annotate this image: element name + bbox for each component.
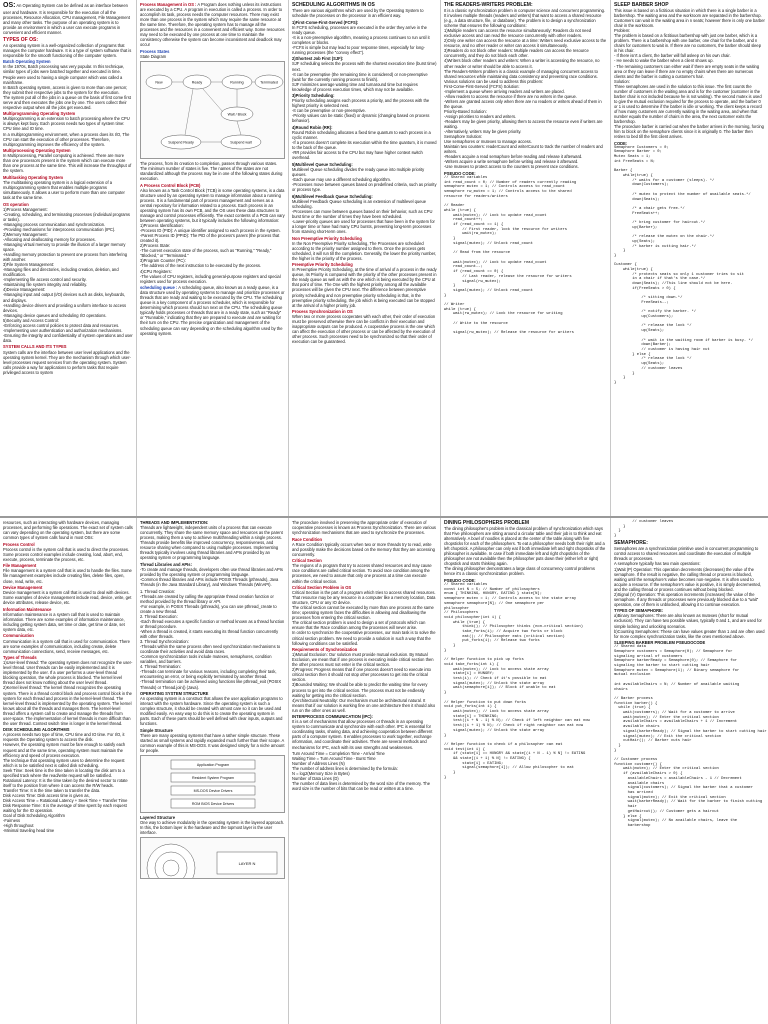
file-management-text: File management is a system call that is used to handle the files. Some file management examples include creating files, delete files, open, close, read, write, etc. bbox=[3, 568, 133, 584]
ms-dos-structure-diagram bbox=[140, 755, 285, 813]
system-calls-continued-text: resources, such as interacting with hardware devices, managing processes, and performing file operations. The exact set of system calls can vary depending on the operating system, but there are some common types of system calls found in most OSs: bbox=[3, 520, 134, 541]
fcfs-text: In FCFS scheduling, processes are executed in the order they arrive in the ready queue. -It is a non-preemptive algorithm, meaning a process continues to run until it completes or blocks. -FCFS is simple but may lead to poor response times, especially for long-running processes (the "convoy effect"). bbox=[292, 24, 430, 55]
readers-writers-text: It is a classic synchronization problem in computer science and concurrent programming. It involves multiple threads (readers and writers) that want to access a shared resource (e.g., a data structure, file, or database). The problem is to design a synchronization scheme that ensures the following conditions: 1)Multiple readers can access the resource simultaneously: Readers do not need exclusive access and can read the resource concurrently with other readers. 2)Only one writer can access the resource at a time: Writers need exclusive access to the resource, and no other reader or writer can access it simultaneously. 3)Readers do not block other readers: Multiple readers can access the resource concurrently, and they do not block each other. 4)Writers block other readers and writers: When a writer is accessing the resource, no other reader or writer should be able to access it. The Readers-Writers problem is a classic example of managing concurrent access to shared resources while maintaining data consistency and preventing race conditions. Various solutions can be used to address this problem: First-Come-First-Served (FCFS) Solution: -Implement a queue where arriving readers and writers are placed. -Allow readers to access the resource if there are no writers in the queue. -Writers are granted access only when there are no readers or writers ahead of them in the queue. Priority-Based Solution: -Assign priorities to readers and writers. -Readers may be given priority, allowing them to access the resource even if writers are waiting. -Alternatively, writers may be given priority. Semaphore Solution: Use semaphores or mutexes to manage access. Maintain two counters: readerCount and writerCount to track the number of readers and writers. -Readers acquire a read semaphore before reading and release it afterward. -Writers acquire a write semaphore before writing and release it afterward. -Use mutexes to protect access to the counters to prevent race conditions. bbox=[444, 8, 607, 170]
os-operation-title: OS operation bbox=[3, 201, 29, 207]
process-states-text: The process, from its creation to completion, passes through various states. The minimum number of states is five. The names of the states are not standardized although the process may be in one of the following states during execution. bbox=[140, 161, 284, 182]
sync-requirements-text: 1)Mutual Exclusion: Our solution must provide mutual exclusion. By Mutual Exclusion, we mean that if one process is executing inside critical section then the other process must not enter in the critical section. 2)Progress: Progress means that if one process doesn't need to execute into critical section then it should not stop other processes to get into the critical section. 3)Bounded Waiting: We should be able to predict the waiting time for every process to get into the critical section. The process must not be endlessly waiting for getting into the critical section. 4)Architectural Neutrality: Our mechanism must be architectural natural. It means that if our solution is working fine on one architecture then it should also run on the other ones as well. bbox=[292, 652, 436, 713]
os-structure-title: OPERATING SYSTEM STRUCTURE bbox=[140, 691, 209, 697]
sleep-barber-code: Semaphore Customers = 0; Semaphore Barber = 0; Mutex Seats = 1; int FreeSeats = N; Barber { while(true) { /* waits for a customer (sleeps). */ down(Customers); /* mutex to protect the number of available seats.*/ down(Seats); /* a chair gets free.*/ FreeSeats++; /* bring customer for haircut.*/ up(Barber); /* release the mutex on the chair.*/ up(Seats); /* barber is cutting hair.*/ } } Customer { while(true) { /* protects seats so only 1 customer tries to sit in a chair if that's the case.*/ down(Seats); //This line should not be here. if(FreeSeats > 0) { /* sitting down.*/ FreeSeats--; /* notify the barber. */ up(Customers); /* release the lock */ up(Seats); /* wait in the waiting room if barber is busy. */ down(Barber); // customer is having hair cut } else { /* release the lock */ up(Seats); // customer leaves } } } bbox=[614, 145, 753, 385]
simple-structure-title: Simple Structure bbox=[140, 727, 173, 733]
multiprocessing-text: In Multiprocessing, Parallel computing is achieved. There are more than one processors present in the system which can execute more than one process at the same time. This will increase the throughput of the system. bbox=[3, 153, 133, 174]
semaphore-title: SEMAPHORE: bbox=[614, 540, 648, 547]
state-label-running: Running bbox=[230, 80, 244, 85]
multilevel-queue-title: 5)Multilevel Queue Scheduling: bbox=[292, 161, 353, 167]
layer-n-label: LAYER N bbox=[238, 861, 256, 867]
multitasking-text: The multitasking operating system is a logical extension of a multiprogramming system that enables multiple programs simultaneously. It allows a user to perform more than one computer task at the same time. bbox=[3, 179, 127, 201]
state-label-wait: Wait / Block bbox=[227, 112, 247, 117]
bottom-column-5 bbox=[611, 518, 768, 1024]
process-sync-title: Process Synchronization in OS bbox=[292, 309, 353, 315]
top-column-5 bbox=[611, 0, 768, 516]
layered-structure-title: Layered Structure bbox=[140, 815, 176, 821]
process-management-text: A Program does nothing unless its instructions are executed by a CPU. A program in execution is called a process. In order to accomplish its task, process needs the computer resources. There may exist more than one process in the system which may require the same resource at the same time. Therefore, the operating system has to manage all the processes and the resources in a convenient and efficient way. Some resources may need to be executed by one process at one time to maintain the consistency otherwise the system can become inconsistent and deadlock may occur bbox=[140, 2, 286, 48]
thread-implementation-steps: 1. Thread Creation: -Threads are created by calling the appropriate thread creation function or method provided by the thread library or API. -For example, in POSIX Threads (pthreads), you can use pthread_create to create a new thread. 2. Thread Execution: -Each thread executes a specific function or method known as a thread function or thread procedure. -When a thread is created, it starts executing its thread function concurrently with other threads. 3. Thread Synchronization: -Threads within the same process often need synchronization mechanisms to coordinate their activities and avoid data races. -Common synchronization tools include mutexes, semaphores, condition variables, and barriers. 4. Thread Termination: -Threads can terminate for various reasons, including completing their task, encountering an error, or being explicitly terminated by another thread. -Thread termination can be achieved using functions like pthread_exit (POSIX Threads) or Thread.join() (Java). bbox=[140, 588, 285, 690]
device-drivers-label: MS-DOS Device Drivers bbox=[193, 789, 233, 794]
priority-scheduling-title: 3)Priority Scheduling: bbox=[292, 93, 335, 99]
sleep-barber-code-continued: // customer leaves } } } bbox=[614, 520, 674, 539]
round-robin-text: Round Robin scheduling allocates a fixed time quantum to each process in a cyclic manner. -If a process doesn't complete its execution within the time quantum, it is moved to the back of the queue. -RR provides fair access to the CPU but may have higher context switch overhead. bbox=[292, 130, 437, 161]
process-state-diagram-svg bbox=[141, 62, 285, 158]
sjf-text: SJF scheduling selects the process with the shortest execution time (burst time) next. -It can be preemptive (the remaining time is considered) or non-preemptive (wait for the currently running process to finish). SJF minimizes average waiting time and turnaround time but requires knowledge of process execution times, which may not be available. bbox=[292, 61, 437, 92]
types-of-os-text: An operating system is a well-organized collection of programs that manages the computer hardware. It is a type of system software that is responsible for the smooth functioning of the computer system. bbox=[3, 42, 133, 58]
state-diagram-subtitle: State Diagram bbox=[140, 53, 167, 59]
sleeping-barber-pseudo-code: // Shared data Semaphore customers = Semaphore(0); // Semaphore for signaling arrival of customers Semaphore barberReady = Semaphore(0); // Semaphore for signaling the barber to start cutting hair Semaphore mutex = Semaphore(1); // Binary semaphore for mutual exclusion int availableChairs = N; // Number of available waiting chairs // Barber process function barber() { while (true) { wait(customers); // Wait for a customer to arrive wait(mutex); // Enter the critical section availableChairs = availableChairs + 1 // Increment available chairs signal(barberReady); // Signal the barber to start cutting hair signal(mutex); // Exit the critical section cutHair(); // Barber cuts hair } } // Customer process function customer() { wait(mutex); // Enter the critical section if (availableChairs > 0) { availableChairs = availableChairs - 1 // Decrement available chairs signal(customers); // Signal the barber that a customer has arrived signal(mutex); // Exit the critical section wait(barberReady); // Wait for the barber to finish cutting hair getHaircut(); // Customer gets a haircut } else { signal(mutex); // No available chairs, leave the barbershop bbox=[614, 645, 767, 828]
ipc-text: It is a set of mechanisms that allow processes or threads in an operating system to communicate and synchronize with each other. IPC is essential for coordinating tasks, sharing data, and achieving cooperation between different parts of a computer system. It enables processes to work together, exchange information, and coordinate their activities. There are several methods and mechanisms for IPC, each with its own strengths and weaknesses. bbox=[292, 719, 434, 750]
state-label-terminated: Terminated bbox=[260, 80, 278, 85]
formulas-text: Turn Around Time = Completion Time - Arrival Time Waiting Time = Turn Around Time - Burst Time Number of Address Lines (N) The number of address lines is determined by the formula: N = log2(Memory Size in Bytes) Number of Data Lines (D) The number of data lines is determined by the word size of the memory. The word size is the number of bits that can be read or written at a time. bbox=[292, 751, 430, 792]
resident-program-label: Resident System Program bbox=[192, 776, 234, 781]
sleep-barber-code-title: CODE: bbox=[614, 140, 628, 146]
pcb-text: Also known as a Task Control Block (TCB) in some operating systems, is a data structure used by an operating system to manage information about a running process. It is a fundamental part of process management and serves as a central repository for information related to a process. Each process in an operating system has its own PCB, and the OS uses these data structures to manage and control processes efficiently. The exact contents of a PCB can vary between operating systems, but it typically includes the following information: 1)Process Identification: -Process ID (PID): A unique identifier assigned to each process in the system. -Parent Process ID (PPID): The PID of the process's parent (the process that created it). 2)Process State: -The current execution state of the process, such as "Running," "Ready," "Blocked," or "Terminated." 3)Program Counter (PC): -The address of the next instruction to be executed by the process. 4)CPU Registers: -The values of CPU registers, including general-purpose registers and special registers used for process execution. bbox=[140, 187, 285, 284]
bottom-half bbox=[0, 518, 768, 1024]
critical-section-problem-title: Critical Section Problem in OS bbox=[292, 585, 352, 591]
process-sync-intro: The procedure involved in preserving the appropriate order of execution of cooperative processes is known as Process Synchronization. There are various synchronization mechanisms that are used to synchronize the processes. bbox=[292, 520, 438, 536]
types-of-threads-title: Types of Threads bbox=[3, 655, 37, 661]
simple-structure-text: There are many operating systems that have a rather simple structure. These started as small systems and rapidly expanded much further than their scope. A common example of this is MS-DOS. It was designed simply for a niche amount for people. bbox=[140, 732, 286, 754]
multilevel-feedback-title: 6)Multilevel Feedback Queue Scheduling: bbox=[292, 193, 373, 199]
scheduling-algorithms-title: SCHEDULING ALGORITHMS IN OS bbox=[292, 2, 375, 8]
layered-structure-diagram bbox=[140, 837, 285, 879]
top-column-3 bbox=[289, 0, 441, 516]
information-maintenance-text: Information maintenance is a system call that is used to maintain information. There are some examples of information maintenance, including getting system data, set time or date, get time or date, set system data, etc. bbox=[3, 611, 126, 632]
bottom-column-3 bbox=[289, 518, 441, 1024]
thread-libraries-text: -To create and manage threads, developers often use thread libraries and APIs provided by the operating system or programming language. -Common thread libraries and APIs include POSIX Threads (pthreads), Java Threads (in the Java Standard Library), and Windows Threads (WinAPI). bbox=[140, 566, 283, 588]
sleep-barber-title: SLEEP BARBER SHOP bbox=[614, 2, 669, 8]
priority-scheduling-text: Priority scheduling assigns each process a priority, and the process with the highest priority is selected next. -It can be preemptive or non-preemptive. -Priority values can be static (fixed) or dynamic (changing based on process behavior). bbox=[292, 98, 430, 124]
os-structure-text: An operating system is a construct that allows the user application programs to interact with the system hardware. Since the operating system is such a complex structure, it should be created with utmost care so it can be used and modified easily. An easy way to do this is to create the operating system in parts. Each of these parts should be well defined with clear inputs, outputs and functions. bbox=[140, 696, 284, 727]
scheduling-algorithms-intro: There are various algorithms which are used by the Operating System to schedule the processes on the processor in an efficient way. bbox=[292, 8, 425, 19]
process-control-text: Process control is the system call that is used to direct the processes. Some process control examples include creating, load, abort, end, execute, process, terminate the process, etc. bbox=[3, 546, 131, 562]
communication-title: Communication bbox=[3, 633, 34, 639]
disk-scheduling-title: DISK SCHEDULING ALGORITHMS bbox=[3, 727, 70, 733]
semaphore-types-text: a)Binary Semaphores: There are also known as mutexes (short for mutual exclusion). They can have two possible values, typically 0 and 1, and are used for simple locking and unlocking scenarios. b)Counting Semaphores: These can have values greater than 1 and are often used for more complex synchronization tasks, like the ones mentioned above. bbox=[614, 613, 765, 639]
critical-section-problem-text: Critical Section is the part of a program which tries to access shared resources. That resource may be any resource in a computer like a memory location, Data structure, CPU or any IO device. The critical section cannot be executed by more than one process at the same time; operating system faces the difficulties in allowing and disallowing the processes from entering the critical section. The critical section problem is used to design a set of protocols which can ensure that the Race condition among the processes will never arise. In order to synchronize the cooperative processes, our main task is to solve the critical section problem. We need to provide a solution in such a way that the following conditions can be satisfied. bbox=[292, 590, 436, 646]
top-column-2 bbox=[137, 0, 289, 516]
thread-libraries-title: Thread Libraries and APIs: bbox=[140, 561, 192, 567]
process-control-title: Process Control bbox=[3, 541, 35, 547]
batch-os-text: In the 1970s, Batch processing was very popular. In this technique, similar types of jobs were batched together and executed in time. People were used to having a single computer which was called a mainframe. In Batch operating system, access is given to more than one person; they submit their respective jobs to the system for the execution. The system put all of the jobs in a queue on the basis of first come first serve and then executes the jobs one by one. The users collect their respective output when all the jobs get executed. bbox=[3, 64, 131, 110]
disk-scheduling-text: A process needs two type of time, CPU time and IO time. For I/O, it requests the Operating system to access the disk. However, the operating system must be fare enough to satisfy each request and at the same time, operating system must maintain the efficiency and speed of process execution. The technique that operating system uses to determine the request which is to be satisfied next is called disk scheduling. Seek Time: Seek time is the time taken in locating the disk arm to a specified track where the read/write request will be satisfied. Rotational Latency: It is the time taken by the desired sector to rotate itself to the position from where it can access the R/W heads. Transfer Time: It is the time taken to transfer the data. Disk Access Time: Disk access time is given as, Disk Access Time = Rotational Latency + Seek Time + Transfer Time Disk Response Time: It is the average of time spent by each request waiting for the IO operation. Goal of Disk Scheduling Algorithm -Fairness -High throughout -Minimal traveling head time bbox=[3, 732, 128, 834]
pcb-title: A Process Control Block (PCB) bbox=[140, 182, 201, 188]
layered-structure-svg bbox=[141, 838, 285, 878]
state-label-new: New bbox=[155, 80, 163, 85]
os-title: OS: bbox=[3, 2, 16, 9]
semaphore-text: Semaphores are a synchronization primitive used in concurrent programming to control access to shared resources and coordinate the execution of multiple threads or processes. A semaphore typically has two main operations: 1)Wait (P) Operation: This operation decrements (decreases) the value of the semaphore. If the result is negative, the calling thread or process is blocked, waiting until the semaphore's value becomes non-negative. It is often used to acquire a resource. If the semaphore's value is positive, it is simply decremented, and the calling thread or process continues without being blocked. 2)Signal (V) Operation: This operation increments (increases) the value of the semaphore. If any threads or processes were previously blocked due to a "wait" operation, one of them is unblocked, allowing it to continue execution. bbox=[614, 546, 762, 607]
system-calls-text: System calls are the interface between user level applications and the operating system kernel. They are the mechanism through which user-level processes request services from the operating system. System calls provide a way for applications to perform tasks that require privileged access to system bbox=[3, 349, 131, 375]
top-column-4 bbox=[441, 0, 611, 516]
bottom-column-2 bbox=[137, 518, 289, 1024]
state-label-ready: Ready bbox=[191, 80, 203, 85]
sync-requirements-title: Requirements of Synchronization bbox=[292, 647, 358, 653]
sjf-title: 2)Shortest Job First (SJF): bbox=[292, 56, 344, 62]
ipc-title: INTERPROCESS COMMUNICATION (IPC): bbox=[292, 714, 373, 720]
dining-philosophers-text: The dining philosopher's problem is the classical problem of synchronization which says that Five philosophers are sitting around a circular table and their job is to think and eat alternatively. A bowl of noodles is placed at the center of the table along with five chopsticks for each of the philosophers. To eat a philosopher needs both their right and a left chopstick. A philosopher can only eat if both immediate left and right chopsticks of the philosopher is available. In case if both immediate left and right chopsticks of the philosopher are not available then the philosopher puts down their (either left or right) chopstick and starts thinking again. The dining philosopher demonstrates a large class of concurrency control problems hence it's a classic synchronization problem. bbox=[444, 526, 606, 577]
readers-writers-pseudo-title: PSEUDO CODE: bbox=[444, 171, 476, 176]
non-preemptive-priority-title: Non Preemptive Priority Scheduling bbox=[292, 235, 362, 241]
multiprocessing-title: Multiprocessing Operating System bbox=[3, 148, 71, 154]
multilevel-queue-text: Multilevel Queue scheduling divides the ready queue into multiple priority queues. -Each queue may use a different scheduling algorithm. -Processes move between queues based on predefined criteria, such as priority or process type. bbox=[292, 166, 437, 193]
sleep-barber-text: This issue is based on a fictitious situation in which there is a single barber in a barbershop. The waiting area and the workroom are separated in the barbershop. Customers can wait in the waiting area in n seats; however there is only one barber chair in the workroom. Problem: The problem is based on a fictitious barbershop with just one barber, which is a problem. There is a barbershop with one barber, one chair for the barber, and n chairs for customers to wait in. If there are no customers, the barber should sleep in his chair. - If there isn't a client, the barber will fall asleep on his own chair. - He needs to wake the barber when a client shows up. - The remaining customers can either wait if there are empty seats in the waiting area or they can leave if there are no empty chairs when there are numerous clients and the barber is cutting a customer's hair. Solution: Three semaphores are used in the solution to this issue. The first counts the number of customers in the waiting area and is for the customer (customer in the barber chair is not included because he is not waiting). The second mutex is used to give the mutual exclusion required for the process to operate, and the barber 0 or 1 is used to determine if the barber is idle or working. The client keeps a record of how many customers are currently waiting in the waiting area, and when that number equals the number of chairs in the area, the next customer exits the barbershop. The procedure barber is carried out when the barber arrives in the morning, forcing him to block on the semaphore clients since it is originally 0. The barber then retires to bed till the first client arrives. bbox=[614, 8, 765, 140]
rom-bios-label: ROM BIOS Device Drivers bbox=[191, 802, 235, 807]
preemptive-priority-text: In Preemptive Priority Scheduling, at the time of arrival of a process in the ready queue, its Priority is compared with the priority of the other processes present in the ready queue as well as with the one which is being executed by the CPU at that point of time. The One with the highest priority among all the available processes will be given the CPU next. The difference between preemptive priority scheduling and non preemptive priority scheduling is that, in the preemptive priority scheduling, the job which is being executed can be stopped at the arrival of a higher priority job. bbox=[292, 267, 438, 308]
threads-implementation-title: THREADS AND IMPLEMENTATION: bbox=[140, 520, 209, 525]
types-of-threads-text: 1)User-level thread: The operating system does not recognize the user-level thread. User threads can be easily implemented and it is implemented by the user. If a user performs a user-level thread blocking operation, the whole process is blocked. The kernel level thread does not know nothing about the user level thread. 2)Kernel level thread: The kernel thread recognizes the operating system. There is a thread control block and process control block in the system for each thread and process in the kernel-level thread. The kernel-level thread is implemented by the operating system. The kernel knows about all the threads and manages them. The kernel-level thread offers a system call to create and manage the threads from user-space. The implementation of kernel threads is more difficult than the user thread. Context switch time is longer in the kernel thread. bbox=[3, 660, 133, 726]
non-preemptive-priority-text: In the Non Preemptive Priority scheduling, The Processes are scheduled according to the priority number assigned to them. Once the process gets scheduled, it will run till the completion. Generally, the lower the priority number, the higher is the priority of the process. bbox=[292, 240, 438, 261]
types-of-os-title: TYPES OF OS: bbox=[3, 36, 39, 43]
ms-dos-structure-svg bbox=[141, 756, 285, 812]
top-column-1 bbox=[0, 0, 137, 516]
fcfs-title: 1)First-Come-First-Served (FCFS): bbox=[292, 19, 359, 25]
state-label-suspend-ready: Suspend Ready bbox=[168, 140, 194, 145]
round-robin-title: 4)Round Robin (RR): bbox=[292, 125, 333, 131]
scheduling-queue-title: scheduling queue : bbox=[140, 285, 178, 291]
state-label-suspend-wait: Suspend wait bbox=[230, 140, 252, 145]
process-state-diagram bbox=[140, 61, 285, 159]
multiprogramming-text: Multiprogramming is an extension to batch processing where the CPU is always kept busy. Each process needs two types of system time: CPU time and IO time. In a multiprogramming environment, when a process does its I/O, The CPU can start the execution of other processes. Therefore, multiprogramming improves the efficiency of the system. bbox=[3, 116, 130, 147]
bottom-column-1 bbox=[0, 518, 137, 1024]
communication-text: Communication is a system call that is used for communication. There are some examples of communication, including create, delete communication connections, send, receive messages, etc. bbox=[3, 638, 132, 654]
process-sync-text: When two or more process cooperates with each other, their order of execution must be preserved otherwise there can be conflicts in their execution and inappropriate outputs can be produced. A cooperative process is the one which can affect the execution of other process or can be affected by the execution of other process. Such processes need to be synchronized so that their order of execution can be guaranteed. bbox=[292, 314, 437, 345]
file-management-title: File Management bbox=[3, 563, 37, 569]
multiprogramming-title: Multiprogramming Operating System bbox=[3, 111, 76, 117]
semaphore-types-title: TYPES OF SEMAPHORE: bbox=[614, 608, 664, 614]
dining-philosophers-title: DINING PHILOSOPHERS PROBLEM bbox=[444, 520, 530, 526]
preemptive-priority-title: Preemptive Priority Scheduling bbox=[292, 262, 353, 268]
system-calls-title: SYSTEM CALLS AND ITS TYPES bbox=[3, 344, 67, 350]
app-program-label: Application Program bbox=[196, 763, 230, 768]
threads-implementation-text: Threads are lightweight, independent units of a process that can execute concurrently. They share the same memory space and resources as the parent process, making them a way to achieve multithreading within a single process. Threads provide benefits like improved concurrency, responsiveness, and resource sharing when compared to using multiple processes. Implementing threads typically involves using thread libraries and APIs provided by an operating system or programming language. bbox=[140, 525, 284, 561]
process-states-title: Process States bbox=[140, 48, 170, 54]
critical-section-title: Critical Section bbox=[292, 558, 322, 564]
readers-writers-pseudo-code: // Shared variables int read_count = 0; // Number of readers currently reading semaphore mutex = 1; // Controls access to read_count semaphore rw_mutex = 1; // Controls access to the shared resource for readers/writers // Reader while (true) { wait(mutex); // Lock to update read_count read_count++; if (read_count == 1) { // First reader, lock the resource for writers wait(rw_mutex); } signal(mutex); // Unlock read_count // Read from the resource wait(mutex); // Lock to update read_count read_count--; if (read_count == 0) { // Last reader, release the resource for writers signal(rw_mutex); } signal(mutex); // Unlock read_count } // Writer while (true) { wait(rw_mutex); // Lock the resource for writing // Write to the resource signal(rw_mutex); // Release the resource for writers bbox=[444, 176, 577, 336]
batch-os-title: Batch Operating System bbox=[3, 59, 51, 65]
dining-philosophers-pseudo-code: // Shared variables const int N = 5; // Number of philosophers enum { THINKING, HUNGRY, EATING } state[N]; semaphore mutex = 1; // Controls access to the state array semaphore semaphore[N]; // One semaphore per philosopher // Philosophers void philosopher(int i) { while (true) { think(); // Philosopher thinks (non-critical section) take_forks(i); // Acquire two forks or block eat(); // Philosopher eats (critical section) put_forks(i); // Release two forks } } // Helper function to pick up forks void take_forks(int i) { wait(mutex); // Lock to access state array state[i] = HUNGRY; test(i); // Check if it's possible to eat signal(mutex); // Unlock the state array wait(semaphore[i]); // Block if unable to eat } // Helper function to put down forks void put_forks(int i) { wait(mutex); // Lock to access state array state[i] = THINKING; test((i + N - 1) % N); // Check if left neighbor can eat now test((i + 1) % N); // Check if right neighbor can eat now signal(mutex); // Unlock the state array } // Helper function to check if a philosopher can eat void test(int i) { if (state[i] == HUNGRY && state[(i + N - 1) % N] != EATING && state[(i + 1) % N] != EATING) { state[i] = EATING; signal(semaphore[i]); // Allow philosopher to eat } } bbox=[444, 583, 590, 780]
dining-philosophers-pseudo-title: PSEUDO CODE: bbox=[444, 577, 476, 583]
race-condition-text: A Race Condition typically occurs when two or more threads try to read, write and possibly make the decisions based on the memory that they are accessing concurrently. bbox=[292, 541, 437, 557]
information-maintenance-title: Information Maintenance bbox=[3, 606, 52, 612]
layered-structure-text: One way to achieve modularity in the operating system is the layered approach. In this, the bottom layer is the hardware and the topmost layer is the user interface. bbox=[140, 820, 286, 836]
sleeping-barber-pseudo-title: SLEEPING BARBER PROBLEM PSEUDOCODE bbox=[614, 640, 706, 646]
os-operation-text: 1)Process Management: -Creating, scheduling, and terminating processes (individual programs or tasks). -Managing process communication and synchronization. -Providing mechanisms for interprocess communication (IPC). 2)Memory Management: -Allocating and deallocating memory for processes. -Managing virtual memory to provide the illusion of a larger memory space. -Handling memory protection to prevent one process from interfering with another. 3)File System Management: -Managing files and directories, including creation, deletion, and modification. -Implementing file access control and security. -Maintaining file system integrity and reliability. 4)Device Management: -Managing input and output (I/O) devices such as disks, keyboards, and displays. -Handling device drivers and providing a uniform interface to access devices. -Managing device queues and scheduling I/O operations. 5)Security and Access Control: -Enforcing access control policies to protect data and resources. -Implementing user authentication and authorization mechanisms. -Ensuring the integrity and confidentiality of system operations and user data. bbox=[3, 206, 133, 343]
process-management-title: Process Management in OS : bbox=[140, 2, 197, 7]
race-condition-title: Race Condition bbox=[292, 536, 323, 542]
device-management-title: Device Management bbox=[3, 585, 43, 591]
os-intro: An Operating System can be defined as an interface between user and hardware. It is responsible for the execution of all the processes, Resource Allocation, CPU management, File Management and many other tasks. The purpose of an operating system is to provide an environment in which a user can execute programs in convenient and efficient manner. bbox=[3, 3, 132, 36]
readers-writers-title: THE READERS-WRITERS PROBLEM: bbox=[444, 2, 533, 8]
layer-ring-inner bbox=[163, 860, 179, 876]
multitasking-title: Multitasking Operating System bbox=[3, 174, 64, 180]
multilevel-feedback-text: Multilevel Feedback Queue scheduling is an extension of multilevel queue scheduling. -Processes can move between queues based on their behavior, such as CPU burst time or the number of times they have been scheduled. -Lower-priority queues are used for processes that have been in the system for a longer time or have had many CPU bursts, preventing long-term processes from starving short-term ones. bbox=[292, 198, 435, 234]
bottom-column-4 bbox=[441, 518, 611, 1024]
scheduling-queue-text: A scheduling queue, also known as a ready queue, is a data structure used by operating systems to manage and prioritize processes or threads that are ready and waiting to be executed by the CPU. The scheduling queue is a key component of a process scheduler, which is responsible for determining which process should run next on the CPU. The scheduling queue typically holds processes or threads that are in a ready state, such as "Ready" or "Runnable," indicating that they are prepared to execute and are waiting for their turn on the CPU. The precise organization and management of the scheduling queue can vary depending on the scheduling algorithm used by the operating system. bbox=[140, 285, 286, 336]
critical-section-text: The regions of a program that try to access shared resources and may cause race conditions are called critical section. To avoid race condition among the processes, we need to assure that only one process at a time can execute within the critical section. bbox=[292, 563, 433, 584]
device-management-text: Device management is a system call that is used to deal with devices. Some examples of device management include read, device, write, get device attributes, release device, etc. bbox=[3, 590, 133, 606]
